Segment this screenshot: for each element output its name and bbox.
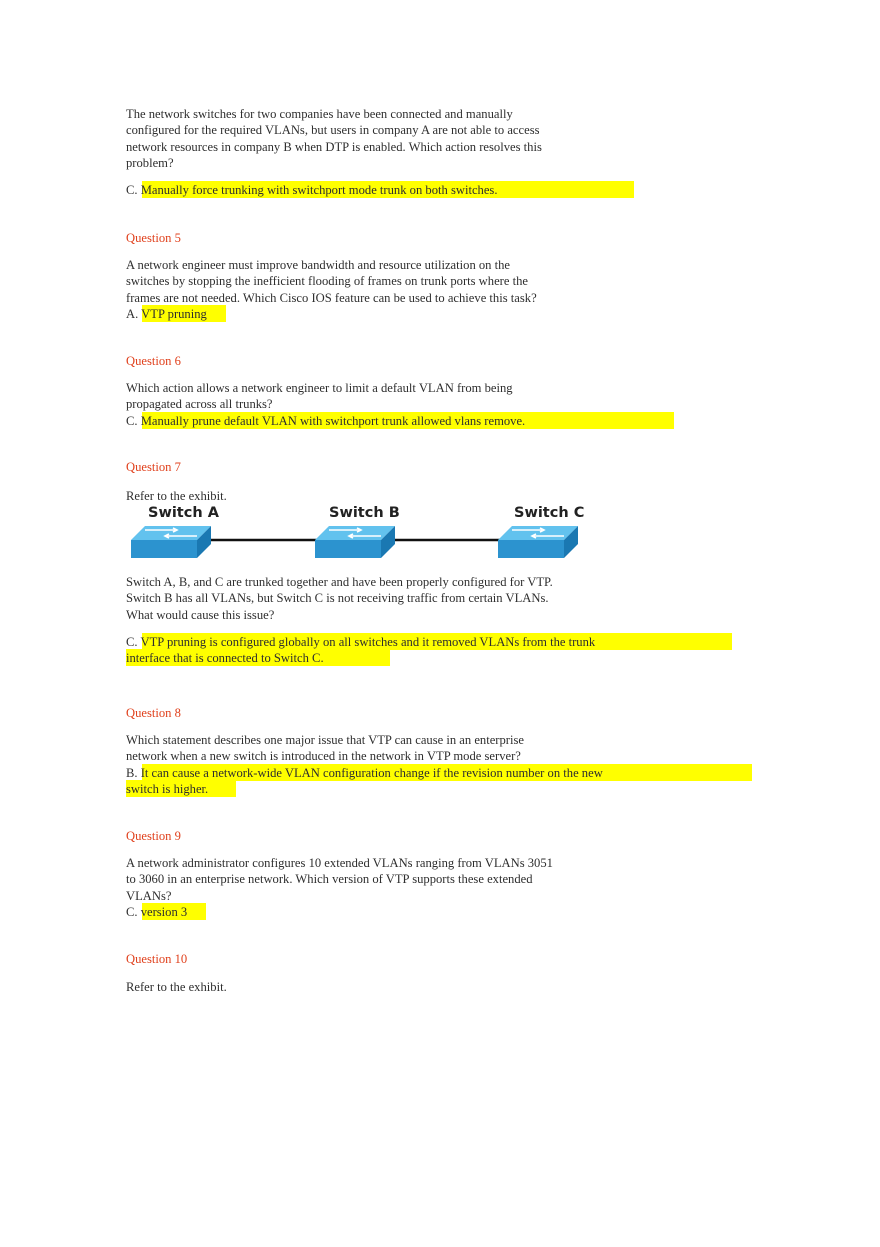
q7-answer-line bbox=[126, 650, 595, 666]
answer-text: Manually prune default VLAN with switchport trunk allowed vlans remove. bbox=[140, 413, 526, 428]
q4-stem-line: The network switches for two companies have been connected and manually bbox=[126, 107, 513, 121]
answer-text: version 3 bbox=[140, 904, 188, 919]
q7-answer-line bbox=[126, 634, 595, 650]
answer-letter: A. bbox=[126, 306, 142, 321]
answer-letter: B. bbox=[126, 765, 141, 780]
q7-stem-line: Switch A, B, and C are trunked together and have been properly configured for VTP. bbox=[126, 575, 553, 589]
q4-stem bbox=[126, 106, 542, 171]
q5-stem-line: A network engineer must improve bandwidth and resource utilization on the bbox=[126, 258, 511, 272]
answer-letter: C. bbox=[126, 904, 141, 919]
q5-stem bbox=[126, 257, 537, 322]
answer-text: VTP pruning bbox=[141, 306, 207, 321]
question-5-heading: Question 5 bbox=[126, 231, 181, 245]
question-8-heading: Question 8 bbox=[126, 706, 181, 720]
switch-a-icon bbox=[131, 526, 211, 558]
q9-stem bbox=[126, 855, 553, 920]
question-7-heading: Question 7 bbox=[126, 460, 181, 474]
answer-text: It can cause a network-wide VLAN configuration change if the revision number on the new bbox=[140, 765, 603, 780]
answer-text: VTP pruning is configured globally on all switches and it removed VLANs from the trunk bbox=[140, 635, 596, 649]
switch-b-label: Switch B bbox=[329, 505, 400, 521]
switch-c-label: Switch C bbox=[514, 505, 585, 521]
q8-stem-line: network when a new switch is introduced in the network in VTP mode server? bbox=[126, 749, 521, 764]
switch-b-icon bbox=[315, 526, 395, 558]
q8-answer-line bbox=[126, 781, 603, 797]
answer-letter: C. bbox=[126, 635, 141, 649]
q6-stem bbox=[126, 380, 525, 429]
answer-letter: C. bbox=[126, 413, 141, 428]
q7-intro: Refer to the exhibit. bbox=[126, 489, 227, 503]
switch-c-icon bbox=[498, 526, 578, 558]
q4-answer bbox=[126, 182, 880, 198]
q4-stem-line: network resources in company B when DTP is enabled. Which action resolves this bbox=[126, 139, 542, 154]
q7-stem-line: What would cause this issue? bbox=[126, 607, 275, 622]
q8-stem bbox=[126, 732, 603, 797]
q7-stem bbox=[126, 574, 553, 623]
q6-stem-line: propagated across all trunks? bbox=[126, 397, 273, 412]
q9-answer bbox=[126, 904, 553, 920]
q6-answer bbox=[126, 413, 525, 429]
q9-stem-line: VLANs? bbox=[126, 888, 172, 903]
q7-answer bbox=[126, 634, 595, 667]
q8-stem-line: Which statement describes one major issue that VTP can cause in an enterprise bbox=[126, 733, 524, 747]
q9-stem-line: A network administrator configures 10 extended VLANs ranging from VLANs 3051 bbox=[126, 856, 553, 870]
q5-stem-line: switches by stopping the inefficient flooding of frames on trunk ports where the bbox=[126, 274, 528, 289]
q8-answer-line bbox=[126, 765, 603, 781]
q4-stem-line: configured for the required VLANs, but users in company A are not able to access bbox=[126, 123, 540, 138]
switch-topology-diagram bbox=[126, 502, 586, 564]
q6-stem-line: Which action allows a network engineer to limit a default VLAN from being bbox=[126, 381, 513, 395]
question-6-heading: Question 6 bbox=[126, 354, 181, 368]
answer-text: interface that is connected to Switch C. bbox=[126, 651, 324, 666]
q10-intro: Refer to the exhibit. bbox=[126, 980, 227, 994]
q4-stem-line: problem? bbox=[126, 155, 174, 170]
answer-text: Manually force trunking with switchport mode trunk on both switches. bbox=[140, 183, 498, 197]
q7-stem-line: Switch B has all VLANs, but Switch C is not receiving traffic from certain VLANs. bbox=[126, 591, 549, 606]
answer-text: switch is higher. bbox=[126, 781, 209, 796]
question-9-heading: Question 9 bbox=[126, 829, 181, 843]
q9-stem-line: to 3060 in an enterprise network. Which version of VTP supports these extended bbox=[126, 872, 533, 887]
question-10-heading: Question 10 bbox=[126, 952, 188, 966]
q5-stem-line: frames are not needed. Which Cisco IOS feature can be used to achieve this task? bbox=[126, 290, 537, 305]
answer-letter: C. bbox=[126, 183, 141, 197]
switch-a-label: Switch A bbox=[148, 505, 219, 521]
q5-answer bbox=[126, 306, 537, 322]
